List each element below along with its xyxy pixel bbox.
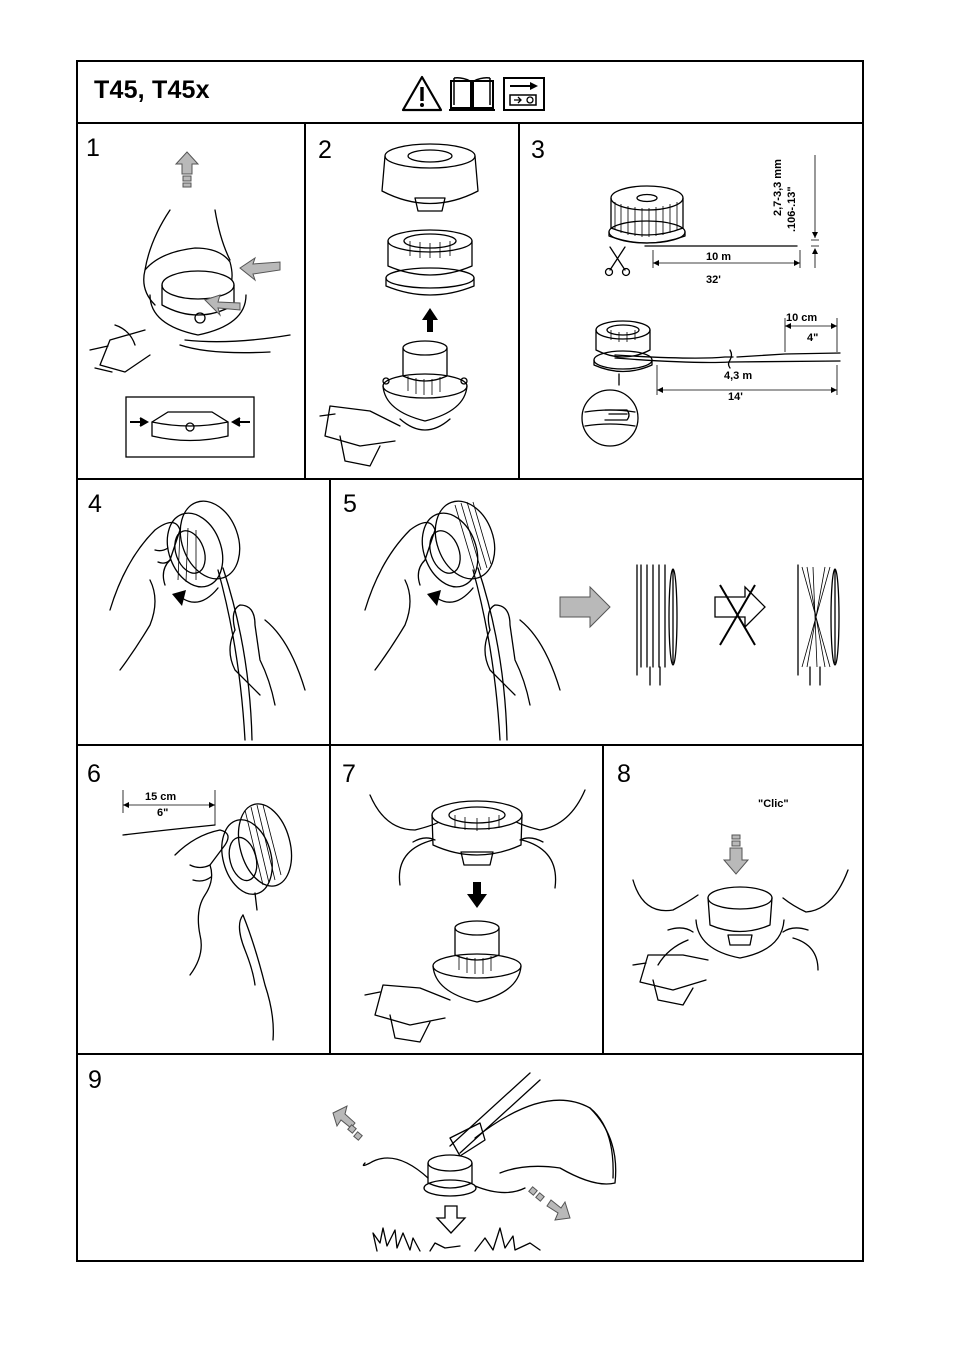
- step-number-3: 3: [531, 136, 545, 164]
- step9-illustration: [325, 1068, 625, 1253]
- divider-header: [76, 122, 864, 124]
- step-number-5: 5: [343, 490, 357, 518]
- winding-comparison: [555, 555, 845, 690]
- warning-triangle-icon: [400, 74, 444, 114]
- divider-col-7-8: [602, 744, 604, 1054]
- step-number-4: 4: [88, 490, 102, 518]
- step6-illustration: [115, 785, 315, 1040]
- dim-length-cm: 15 cm: [145, 791, 177, 803]
- dim-diameter-in: .106-.13": [786, 186, 798, 232]
- step5-illustration: [355, 490, 580, 740]
- dim-diameter-mm: 2,7-3,3 mm: [772, 159, 784, 216]
- dim-split-m: 4,3 m: [724, 370, 753, 382]
- divider-col-4-5: [329, 478, 331, 746]
- dim-length-in: 6": [157, 807, 169, 819]
- dim-length-m: 10 m: [706, 251, 732, 263]
- step-number-6: 6: [87, 760, 101, 788]
- divider-row2: [76, 744, 864, 746]
- dim-end-cm: 10 cm: [786, 312, 818, 324]
- read-instructions-icon: [502, 76, 546, 112]
- step4-illustration: [100, 490, 320, 740]
- step-number-2: 2: [318, 136, 332, 164]
- step1-illustration: [90, 140, 300, 470]
- step8-illustration: [628, 830, 853, 1030]
- step7-illustration: [365, 770, 590, 1045]
- divider-col-1-2: [304, 122, 306, 479]
- click-sound-label: "Clic": [758, 798, 789, 810]
- dim-end-in: 4": [807, 332, 819, 344]
- step-number-1: 1: [86, 134, 100, 162]
- step-number-8: 8: [617, 760, 631, 788]
- manual-book-icon: [448, 76, 496, 112]
- divider-row1: [76, 478, 864, 480]
- divider-col-6-7: [329, 744, 331, 1054]
- dim-length-ft: 32': [706, 274, 721, 286]
- step3-illustration: [575, 150, 845, 470]
- step-number-7: 7: [342, 760, 356, 788]
- dim-split-ft: 14': [728, 391, 743, 403]
- step2-illustration: [320, 136, 520, 476]
- step-number-9: 9: [88, 1066, 102, 1094]
- divider-row3: [76, 1053, 864, 1055]
- page-title: T45, T45x: [94, 76, 210, 104]
